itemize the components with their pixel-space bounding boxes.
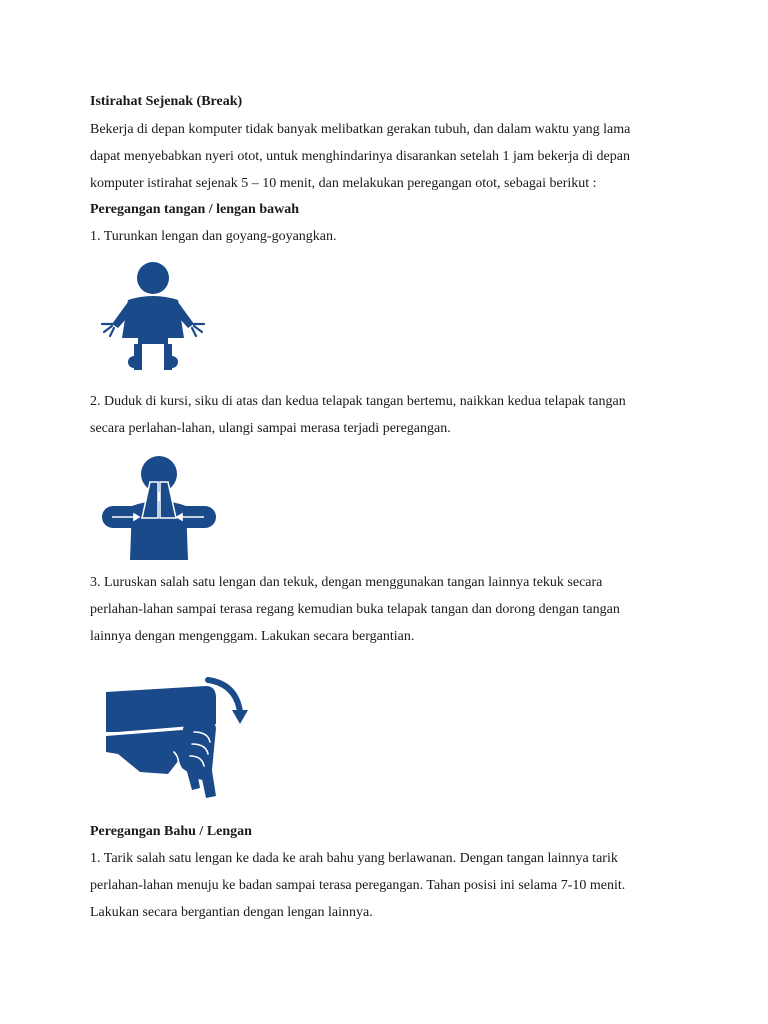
section-title-shoulder: Peregangan Bahu / Lengan [90, 824, 252, 839]
seated-palms-together-icon [98, 452, 220, 564]
seated-arms-down-shake-icon [98, 258, 208, 376]
step-2-text-line-1: 2. Duduk di kursi, siku di atas dan kedua telapak tangan bertemu, naikkan kedua telapak tangan [90, 394, 626, 409]
shoulder-step-1-line-2: perlahan-lahan menuju ke badan sampai terasa peregangan. Tahan posisi ini selama 7-10 menit. [90, 878, 626, 893]
step-2-text-line-2: secara perlahan-lahan, ulangi sampai merasa terjadi peregangan. [90, 421, 451, 436]
step-3-text-line-2: perlahan-lahan sampai terasa regang kemudian buka telapak tangan dan dorong dengan tangan [90, 602, 620, 617]
step-1-text: 1. Turunkan lengan dan goyang-goyangkan. [90, 229, 337, 244]
intro-line-2: dapat menyebabkan nyeri otot, untuk menghindarinya disarankan setelah 1 jam bekerja di depan [90, 149, 630, 164]
intro-line-1: Bekerja di depan komputer tidak banyak melibatkan gerakan tubuh, dan dalam waktu yang lama [90, 122, 631, 137]
shoulder-step-1-line-1: 1. Tarik salah satu lengan ke dada ke arah bahu yang berlawanan. Dengan tangan lainnya tarik [90, 851, 618, 866]
section-title-forearm: Peregangan tangan / lengan bawah [90, 202, 299, 217]
step-3-text-line-1: 3. Luruskan salah satu lengan dan tekuk, dengan menggunakan tangan lainnya tekuk secara [90, 575, 603, 590]
intro-line-3: komputer istirahat sejenak 5 – 10 menit, dan melakukan peregangan otot, sebagai berikut : [90, 176, 597, 191]
section-title-break: Istirahat Sejenak (Break) [90, 94, 243, 109]
wrist-bend-stretch-icon [104, 672, 250, 804]
shoulder-step-1-line-3: Lakukan secara bergantian dengan lengan lainnya. [90, 905, 373, 920]
step-3-text-line-3: lainnya dengan mengenggam. Lakukan secara bergantian. [90, 629, 415, 644]
